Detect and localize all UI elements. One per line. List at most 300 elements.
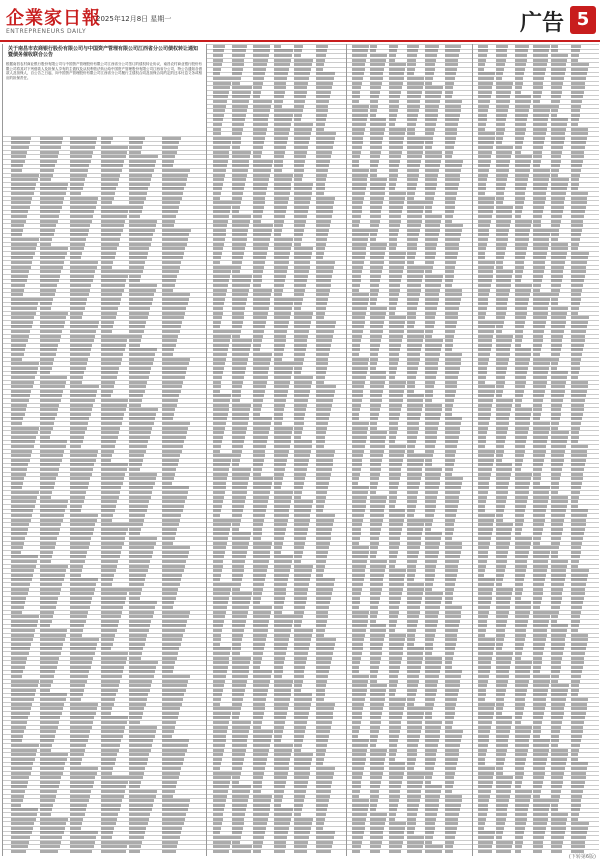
table-cell [533,749,548,752]
table-cell [129,592,141,595]
table-cell [352,523,362,526]
table-cell [11,321,33,324]
table-cell [316,183,325,186]
table-cell [496,555,508,558]
table-cell [389,781,403,784]
table-cell [407,348,421,351]
table-cell [515,578,525,581]
table-cell [551,284,561,287]
table-cell [294,86,308,89]
table-cell [478,293,489,296]
table-cell [232,638,242,641]
table-cell [40,404,60,407]
table-cell [101,358,122,361]
table-cell [213,68,221,71]
table-cell [407,385,414,388]
table-cell [370,399,382,402]
table-cell [316,638,335,641]
table-cell [294,615,303,618]
table-cell [370,684,387,687]
table-cell [389,670,400,673]
table-cell [571,183,578,186]
table-cell [389,486,399,489]
table-cell [496,707,503,710]
table-cell [496,804,508,807]
table-cell [232,399,239,402]
table-cell [425,532,442,535]
table-cell [407,624,417,627]
table-cell [70,546,88,549]
table-cell [533,109,549,112]
table-cell [515,546,530,549]
table-cell [551,684,568,687]
table-cell [407,583,424,586]
table-cell [294,703,311,706]
table-cell [425,611,439,614]
table-cell [253,417,272,420]
table-cell [389,325,405,328]
table-cell [232,689,245,692]
table-cell [40,178,52,181]
table-cell [40,739,54,742]
table-cell [533,128,546,131]
table-cell [11,463,28,466]
table-cell [40,422,54,425]
table-cell [213,440,223,443]
table-cell [129,266,144,269]
table-cell [253,335,263,338]
table-cell [232,597,250,600]
table-cell [352,666,359,669]
table-cell [316,440,324,443]
table-cell [294,353,305,356]
table-cell [101,721,127,724]
table-cell [129,601,156,604]
table-cell [551,560,568,563]
table-cell [101,192,115,195]
table-cell [571,657,584,660]
table-cell [40,164,56,167]
table-cell [551,270,563,273]
table-cell [515,698,526,701]
table-cell [11,192,34,195]
table-cell [213,551,226,554]
table-cell [478,187,486,190]
table-cell [316,376,325,379]
table-cell [274,256,289,259]
table-cell [496,841,513,844]
table-cell [274,615,293,618]
table-cell [352,77,363,80]
table-cell [129,486,153,489]
table-cell [162,256,183,259]
table-cell [389,394,404,397]
table-cell [478,49,488,52]
table-cell [162,827,182,830]
table-cell [407,749,417,752]
table-cell [478,680,488,683]
table-cell [445,850,452,853]
table-cell [213,597,229,600]
table-cell [445,721,453,724]
table-cell [40,808,52,811]
table-cell [370,105,378,108]
table-cell [389,141,404,144]
table-cell [11,367,38,370]
table-cell [101,151,127,154]
table-cell [129,220,157,223]
table-cell [70,588,95,591]
table-cell [515,841,523,844]
table-cell [407,675,419,678]
table-cell [407,804,418,807]
table-cell [370,841,382,844]
table-cell [11,592,28,595]
table-cell [370,491,377,494]
table-cell [70,767,98,770]
table-cell [253,445,266,448]
table-cell [389,105,399,108]
table-cell [40,707,63,710]
table-cell [213,532,229,535]
table-cell [70,574,80,577]
table-cell [445,183,459,186]
table-cell [129,298,153,301]
table-cell [253,325,265,328]
table-cell [407,703,414,706]
table-cell [70,394,96,397]
table-cell [496,252,505,255]
table-cell [352,408,360,411]
table-cell [316,298,328,301]
table-cell [571,201,586,204]
table-cell [129,174,152,177]
table-cell [407,532,422,535]
table-cell [571,427,580,430]
table-cell [294,390,310,393]
table-cell [389,850,401,853]
table-cell [370,279,381,282]
table-cell [352,197,364,200]
table-cell [101,841,129,844]
table-cell [445,68,456,71]
table-cell [162,657,177,660]
table-cell [101,381,116,384]
table-cell [232,169,247,172]
table-cell [551,174,558,177]
table-cell [389,436,396,439]
table-cell [253,836,264,839]
table-cell [316,611,328,614]
table-cell [425,91,442,94]
table-cell [478,68,484,71]
table-cell [253,597,261,600]
table-cell [551,486,559,489]
table-cell [352,680,368,683]
table-cell [11,312,36,315]
table-cell [294,836,309,839]
table-cell [515,450,525,453]
table-cell [70,496,85,499]
table-cell [515,684,528,687]
table-cell [425,344,442,347]
table-cell [232,164,248,167]
table-cell [11,344,26,347]
table-cell [407,206,424,209]
table-cell [316,427,327,430]
table-cell [445,77,455,80]
table-cell [515,247,527,250]
table-cell [571,606,582,609]
table-cell [162,210,178,213]
table-cell [571,652,585,655]
table-cell [389,201,404,204]
table-cell [70,247,83,250]
table-cell [445,565,458,568]
table-cell [352,436,367,439]
table-cell [232,316,243,319]
table-cell [571,611,581,614]
table-cell [370,537,380,540]
table-cell [11,716,28,719]
table-cell [407,818,416,821]
table-cell [316,174,327,177]
table-cell [551,371,568,374]
table-cell [533,187,547,190]
table-cell [352,647,363,650]
table-cell [370,776,382,779]
table-cell [101,726,126,729]
table-cell [129,496,150,499]
table-cell [407,799,419,802]
table-cell [551,54,568,57]
table-cell [11,275,28,278]
table-cell [129,813,150,816]
table-cell [515,229,531,232]
table-cell [294,808,302,811]
table-cell [571,698,588,701]
table-cell [425,841,432,844]
table-cell [40,275,60,278]
table-cell [232,187,244,190]
table-cell [551,49,558,52]
table-cell [533,293,550,296]
table-cell [352,229,370,232]
table-cell [389,698,406,701]
table-cell [129,454,144,457]
table-cell [389,454,404,457]
table-cell [129,795,155,798]
table-cell [101,491,120,494]
table-cell [370,657,381,660]
table-cell [316,206,333,209]
table-cell [294,206,309,209]
table-cell [274,560,292,563]
table-cell [478,716,493,719]
table-cell [129,509,146,512]
table-cell [478,279,492,282]
table-cell [40,146,61,149]
table-cell [253,560,268,563]
table-cell [11,698,34,701]
table-cell [533,629,547,632]
table-cell [533,758,547,761]
table-cell [533,703,545,706]
table-cell [445,137,455,140]
table-cell [571,422,581,425]
table-cell [274,496,292,499]
table-cell [316,95,330,98]
table-cell [551,666,560,669]
table-cell [515,371,528,374]
table-cell [213,841,231,844]
table-cell [496,335,513,338]
table-cell [352,160,359,163]
table-cell [425,560,437,563]
table-cell [232,565,244,568]
table-cell [515,532,522,535]
table-cell [478,620,487,623]
table-cell [129,827,146,830]
table-cell [496,385,504,388]
table-cell [11,772,31,775]
table-cell [129,155,157,158]
table-cell [389,229,399,232]
table-cell [425,767,434,770]
table-cell [425,601,441,604]
table-cell [213,298,226,301]
table-cell [70,252,82,255]
table-cell [253,358,271,361]
table-cell [316,45,328,48]
table-cell [389,132,405,135]
table-cell [571,509,588,512]
table-cell [11,666,25,669]
table-cell [445,307,459,310]
table-cell [370,519,383,522]
table-cell [478,210,493,213]
table-cell [407,666,421,669]
table-cell [496,72,504,75]
table-cell [11,813,37,816]
table-cell [407,588,423,591]
table-cell [294,772,310,775]
table-cell [445,201,455,204]
table-cell [352,588,362,591]
table-cell [232,256,243,259]
table-cell [316,532,331,535]
table-cell [407,808,418,811]
table-cell [370,118,387,121]
table-cell [40,220,58,223]
table-cell [101,808,120,811]
table-cell [407,238,418,241]
table-cell [253,555,269,558]
table-column [2,44,207,856]
table-cell [551,578,565,581]
table-cell [496,367,507,370]
table-cell [425,408,441,411]
table-cell [533,532,542,535]
table-cell [40,712,62,715]
table-cell [129,289,155,292]
table-cell [213,790,228,793]
table-cell [551,491,558,494]
table-cell [425,652,432,655]
table-cell [101,229,123,232]
table-cell [232,542,249,545]
table-cell [274,486,281,489]
table-cell [533,335,543,338]
table-cell [11,243,37,246]
table-cell [370,192,385,195]
table-cell [496,762,505,765]
table-cell [232,606,249,609]
table-cell [40,565,68,568]
table-cell [551,831,565,834]
table-cell [11,496,37,499]
table-cell [162,440,184,443]
table-cell [407,831,414,834]
table-cell [129,312,149,315]
table-cell [70,477,90,480]
table-cell [129,822,147,825]
table-cell [425,555,438,558]
table-cell [213,785,229,788]
table-cell [515,482,531,485]
table-cell [571,243,579,246]
table-cell [370,450,384,453]
table-cell [274,661,284,664]
table-cell [101,399,129,402]
table-cell [571,486,581,489]
table-cell [316,772,334,775]
table-cell [213,293,227,296]
table-cell [294,141,309,144]
table-cell [533,721,542,724]
table-cell [425,164,440,167]
table-cell [274,344,284,347]
table-cell [11,606,24,609]
table-cell [352,537,360,540]
table-cell [515,693,527,696]
table-cell [407,312,416,315]
table-cell [294,312,313,315]
table-cell [515,95,532,98]
table-cell [533,836,544,839]
table-cell [445,325,456,328]
table-cell [294,841,309,844]
table-cell [274,463,286,466]
table-cell [101,578,113,581]
table-cell [551,436,568,439]
table-cell [533,284,541,287]
table-cell [70,160,90,163]
table-cell [129,611,154,614]
table-cell [407,827,414,830]
table-cell [407,224,420,227]
table-cell [425,514,434,517]
table-cell [407,450,414,453]
table-cell [533,804,550,807]
table-cell [496,850,512,853]
table-cell [407,201,424,204]
table-cell [551,468,562,471]
table-cell [478,371,487,374]
table-cell [274,77,287,80]
table-cell [445,795,462,798]
table-cell [571,500,578,503]
